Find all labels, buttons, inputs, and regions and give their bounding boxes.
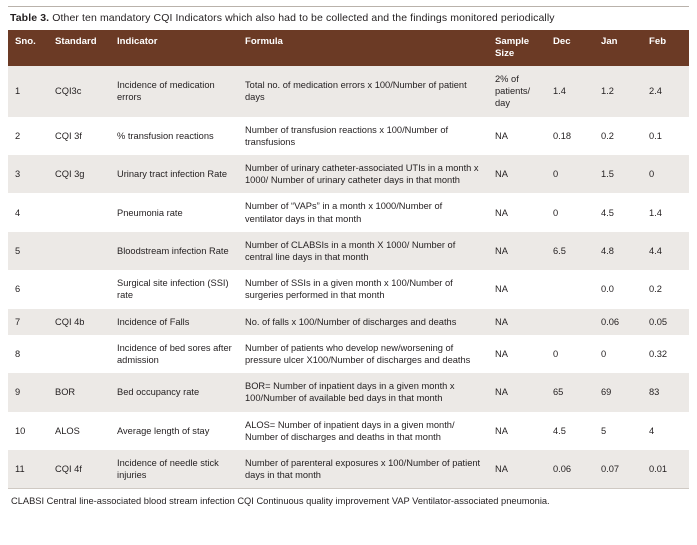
cell-feb: 0.1: [642, 117, 689, 155]
column-header-jan: Jan: [594, 30, 642, 66]
caption-label: Table 3.: [10, 12, 50, 24]
cell-dec: 0: [546, 193, 594, 231]
cell-feb: 83: [642, 373, 689, 411]
cell-dec: [546, 309, 594, 335]
cell-formula: Number of parenteral exposures x 100/Number of patient days in that month: [238, 450, 488, 488]
cell-dec: 6.5: [546, 232, 594, 270]
cell-jan: 4.8: [594, 232, 642, 270]
column-header-sno: Sno.: [8, 30, 48, 66]
cell-dec: 0: [546, 335, 594, 373]
cell-feb: 0.32: [642, 335, 689, 373]
column-header-dec: Dec: [546, 30, 594, 66]
cell-formula: BOR= Number of inpatient days in a given month x 100/Number of available bed days in that month: [238, 373, 488, 411]
table-row: [8, 373, 689, 411]
cell-jan: 1.5: [594, 155, 642, 193]
column-header-feb: Feb: [642, 30, 689, 66]
cell-indicator: Bloodstream infection Rate: [110, 232, 238, 270]
cell-indicator: Incidence of needle stick injuries: [110, 450, 238, 488]
cell-indicator: Incidence of medication errors: [110, 66, 238, 117]
cell-indicator: Surgical site infection (SSI) rate: [110, 270, 238, 308]
cell-feb: 4.4: [642, 232, 689, 270]
cell-indicator: Bed occupancy rate: [110, 373, 238, 411]
cell-jan: 0.06: [594, 309, 642, 335]
cell-jan: 0: [594, 335, 642, 373]
cell-sno: 4: [8, 193, 48, 231]
cell-feb: 2.4: [642, 66, 689, 117]
cell-indicator: Pneumonia rate: [110, 193, 238, 231]
table-header-row: [8, 30, 689, 66]
cell-sno: 5: [8, 232, 48, 270]
cell-feb: 4: [642, 412, 689, 450]
cell-standard: CQI 3f: [48, 117, 110, 155]
cell-sno: 3: [8, 155, 48, 193]
cell-dec: 0.06: [546, 450, 594, 488]
cell-sno: 11: [8, 450, 48, 488]
cell-formula: Number of CLABSIs in a month X 1000/ Number of central line days in that month: [238, 232, 488, 270]
cell-jan: 1.2: [594, 66, 642, 117]
cell-formula: Total no. of medication errors x 100/Number of patient days: [238, 66, 488, 117]
cell-sample-size: NA: [488, 155, 546, 193]
cell-jan: 0.2: [594, 117, 642, 155]
table-footnote: CLABSI Central line-associated blood stream infection CQI Continuous quality improvement VAP Ventilator-associated pneumonia.: [8, 488, 689, 508]
caption-text: Other ten mandatory CQI Indicators which also had to be collected and the findings monitored periodically: [52, 12, 555, 24]
table-caption: [10, 11, 689, 25]
table-row: [8, 155, 689, 193]
cell-standard: [48, 270, 110, 308]
cell-formula: Number of urinary catheter-associated UTIs in a month x 1000/ Number of urinary catheter days in that month: [238, 155, 488, 193]
cell-sample-size: 2% of patients/ day: [488, 66, 546, 117]
cell-formula: No. of falls x 100/Number of discharges and deaths: [238, 309, 488, 335]
cell-sno: 1: [8, 66, 48, 117]
cell-sno: 8: [8, 335, 48, 373]
column-header-formula: Formula: [238, 30, 488, 66]
cell-sno: 10: [8, 412, 48, 450]
cell-sno: 7: [8, 309, 48, 335]
cell-sample-size: NA: [488, 335, 546, 373]
cell-formula: Number of SSIs in a given month x 100/Number of surgeries performed in that month: [238, 270, 488, 308]
cell-dec: 1.4: [546, 66, 594, 117]
cell-jan: 0.07: [594, 450, 642, 488]
cell-dec: 0: [546, 155, 594, 193]
cell-sample-size: NA: [488, 232, 546, 270]
cell-formula: ALOS= Number of inpatient days in a given month/ Number of discharges and deaths in that month: [238, 412, 488, 450]
cell-feb: 0.2: [642, 270, 689, 308]
cell-standard: CQI 4b: [48, 309, 110, 335]
cell-standard: [48, 232, 110, 270]
cell-sample-size: NA: [488, 412, 546, 450]
cell-indicator: Urinary tract infection Rate: [110, 155, 238, 193]
cell-standard: ALOS: [48, 412, 110, 450]
top-divider: [8, 6, 689, 7]
table-row: [8, 335, 689, 373]
cell-jan: 5: [594, 412, 642, 450]
cell-formula: Number of patients who develop new/worsening of pressure ulcer X100/Number of discharges and deaths: [238, 335, 488, 373]
column-header-standard: Standard: [48, 30, 110, 66]
table-row: [8, 450, 689, 488]
cell-standard: CQI 4f: [48, 450, 110, 488]
cell-sample-size: NA: [488, 193, 546, 231]
table-row: [8, 270, 689, 308]
cell-standard: BOR: [48, 373, 110, 411]
cell-jan: 0.0: [594, 270, 642, 308]
cell-standard: CQI3c: [48, 66, 110, 117]
table-body: [8, 66, 689, 488]
column-header-sample-size: Sample Size: [488, 30, 546, 66]
table-row: [8, 232, 689, 270]
cell-formula: Number of transfusion reactions x 100/Number of transfusions: [238, 117, 488, 155]
cell-standard: [48, 193, 110, 231]
cell-sample-size: NA: [488, 450, 546, 488]
cell-sno: 6: [8, 270, 48, 308]
cqi-indicators-table: [8, 30, 689, 488]
cell-sno: 2: [8, 117, 48, 155]
cell-standard: [48, 335, 110, 373]
column-header-indicator: Indicator: [110, 30, 238, 66]
cell-standard: CQI 3g: [48, 155, 110, 193]
cell-sno: 9: [8, 373, 48, 411]
cell-dec: 0.18: [546, 117, 594, 155]
cell-feb: 0.05: [642, 309, 689, 335]
cell-feb: 0.01: [642, 450, 689, 488]
cell-formula: Number of “VAPs” in a month x 1000/Number of ventilator days in that month: [238, 193, 488, 231]
cell-indicator: Incidence of Falls: [110, 309, 238, 335]
table-row: [8, 193, 689, 231]
table-row: [8, 412, 689, 450]
cell-indicator: Incidence of bed sores after admission: [110, 335, 238, 373]
cell-jan: 4.5: [594, 193, 642, 231]
cell-jan: 69: [594, 373, 642, 411]
cell-feb: 0: [642, 155, 689, 193]
table-row: [8, 309, 689, 335]
table-row: [8, 117, 689, 155]
cell-indicator: % transfusion reactions: [110, 117, 238, 155]
cell-sample-size: NA: [488, 373, 546, 411]
cell-indicator: Average length of stay: [110, 412, 238, 450]
table-header: [8, 30, 689, 66]
cell-dec: 4.5: [546, 412, 594, 450]
cell-feb: 1.4: [642, 193, 689, 231]
cell-sample-size: NA: [488, 117, 546, 155]
cell-dec: 65: [546, 373, 594, 411]
cell-sample-size: NA: [488, 270, 546, 308]
table-row: [8, 66, 689, 117]
cell-sample-size: NA: [488, 309, 546, 335]
cell-dec: [546, 270, 594, 308]
